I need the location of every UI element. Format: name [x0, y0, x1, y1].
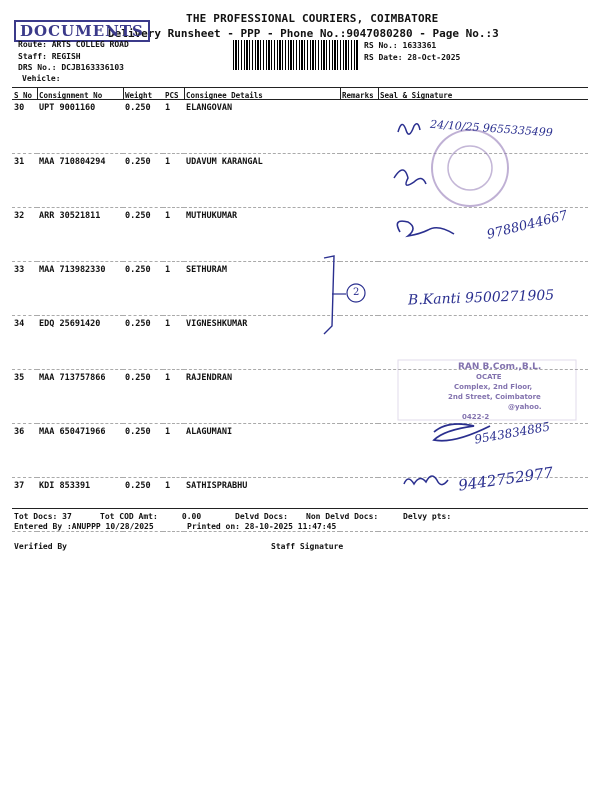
cell-weight: 0.250	[123, 262, 163, 316]
seal-line: RAN B.Com.,B.L.	[458, 362, 542, 372]
round-seal-inner	[448, 146, 492, 190]
non-delivered-docs: Non Delvd Docs:	[306, 512, 379, 521]
col-header-pcs: PCS	[165, 91, 179, 100]
entered-by: Entered By :ANUPPP 10/28/2025	[14, 522, 154, 531]
cell-weight: 0.250	[123, 208, 163, 262]
cell-weight: 0.250	[123, 478, 163, 532]
cell-weight: 0.250	[123, 316, 163, 370]
seal-line: OCATE	[476, 373, 502, 381]
vehicle-label: Vehicle:	[22, 74, 61, 83]
cell-consignee: MUTHUKUMAR	[184, 208, 340, 262]
documents-stamp: DOCUMENTS	[14, 20, 150, 42]
handwritten-phone: 9788044667	[485, 208, 570, 243]
rs-number: RS No.: 1633361	[364, 41, 437, 50]
cell-sno: 34	[12, 316, 37, 370]
cell-consignment: MAA 650471966	[37, 424, 123, 478]
cell-consignment: ARR 30521811	[37, 208, 123, 262]
cell-pcs: 1	[163, 100, 184, 154]
cell-sno: 35	[12, 370, 37, 424]
route-label: Route: ARTS COLLEG ROAD	[18, 40, 129, 49]
staff-signature: Staff Signature	[271, 542, 344, 551]
seal-line: 2nd Street, Coimbatore	[448, 393, 541, 401]
cell-consignment: MAA 713982330	[37, 262, 123, 316]
col-header-consignee: Consignee Details	[186, 91, 263, 100]
cell-pcs: 1	[163, 208, 184, 262]
round-seal	[432, 130, 508, 206]
staff-label: Staff: REGISH	[18, 52, 81, 61]
seal-line: 0422-2	[462, 413, 490, 421]
cell-sno: 30	[12, 100, 37, 154]
company-title: THE PROFESSIONAL COURIERS, COIMBATORE	[186, 12, 439, 25]
cell-weight: 0.250	[123, 424, 163, 478]
signature-scribble	[398, 124, 420, 134]
cell-consignee: VIGNESHKUMAR	[184, 316, 340, 370]
cell-consignment: UPT 9001160	[37, 100, 123, 154]
cell-pcs: 1	[163, 370, 184, 424]
delivered-docs: Delvd Docs:	[235, 512, 288, 521]
col-header-weight: Weight	[125, 91, 153, 100]
handwritten-phone: 9442752977	[457, 463, 555, 495]
cell-pcs: 1	[163, 316, 184, 370]
cell-consignee: ALAGUMANI	[184, 424, 340, 478]
cell-pcs: 1	[163, 424, 184, 478]
cell-sno: 32	[12, 208, 37, 262]
handwritten-date-phone: 24/10/25 9655335499	[429, 117, 554, 140]
seal-line: @yahoo.	[508, 403, 542, 411]
tot-cod-amount: Tot COD Amt: 0.00	[100, 512, 202, 521]
cell-pcs: 1	[163, 154, 184, 208]
cell-weight: 0.250	[123, 370, 163, 424]
handwritten-mark: 2	[353, 287, 360, 298]
cell-sno: 33	[12, 262, 37, 316]
printed-on: Printed on: 28-10-2025 11:47:45	[187, 522, 337, 531]
cell-sno: 37	[12, 478, 37, 532]
rs-date: RS Date: 28-Oct-2025	[364, 53, 461, 62]
cell-consignee: SATHISPRABHU	[184, 478, 340, 532]
cell-consignee: ELANGOVAN	[184, 100, 340, 154]
cell-weight: 0.250	[123, 100, 163, 154]
cell-pcs: 1	[163, 478, 184, 532]
signature-scribble	[397, 221, 454, 236]
drs-label: DRS No.: DCJB163336103	[18, 63, 124, 72]
signature-scribble	[404, 476, 448, 485]
cell-consignee: RAJENDRAN	[184, 370, 340, 424]
cell-consignment: MAA 713757866	[37, 370, 123, 424]
cell-consignment: EDQ 25691420	[37, 316, 123, 370]
col-header-signature: Seal & Signature	[380, 91, 453, 100]
cell-consignment: KDI 853391	[37, 478, 123, 532]
col-header-consignment: Consignment No	[39, 91, 103, 100]
signature-scribble	[394, 170, 426, 185]
cell-consignee: SETHURAM	[184, 262, 340, 316]
handwritten-name-phone: B.Kanti 9500271905	[407, 287, 555, 309]
runsheet-title: Delivery Runsheet - PPP - Phone No.:9047080280 - Page No.:3	[108, 27, 499, 40]
advocate-seal	[418, 362, 542, 422]
col-header-sno: S No	[14, 91, 33, 100]
bracket-mark	[324, 256, 334, 334]
cell-consignment: MAA 710804294	[37, 154, 123, 208]
verified-by: Verified By	[14, 542, 67, 551]
cell-pcs: 1	[163, 262, 184, 316]
cell-sno: 31	[12, 154, 37, 208]
cell-weight: 0.250	[123, 154, 163, 208]
col-header-remarks: Remarks	[342, 91, 374, 100]
cell-consignee: UDAVUM KARANGAL	[184, 154, 340, 208]
delivery-points: Delvy pts:	[403, 512, 452, 521]
cell-sno: 36	[12, 424, 37, 478]
handwritten-phone: 9543834885	[473, 419, 551, 447]
tot-docs: Tot Docs: 37	[14, 512, 72, 521]
seal-line: Complex, 2nd Floor,	[454, 383, 533, 391]
